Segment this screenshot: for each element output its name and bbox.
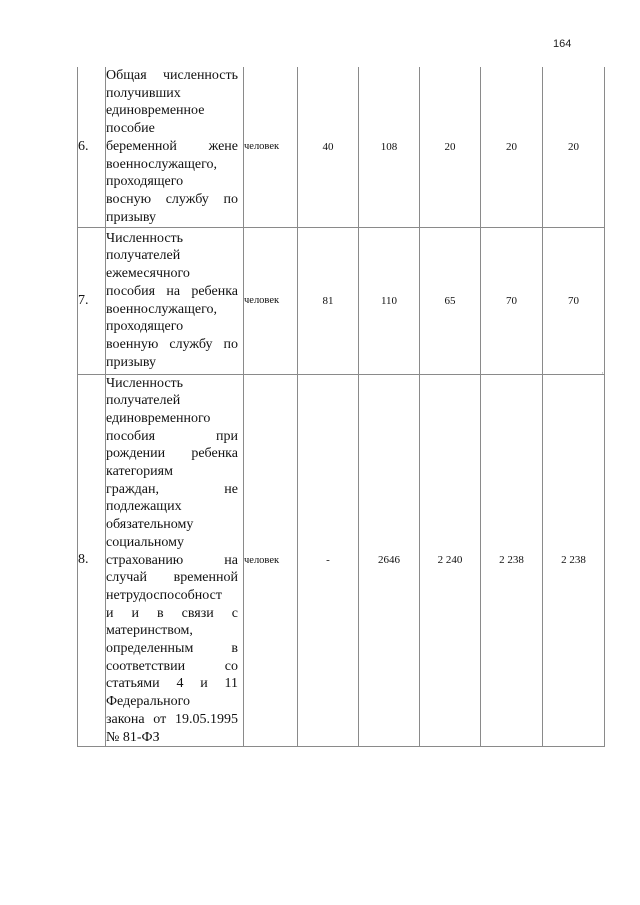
description-line: проходящего	[106, 174, 184, 190]
description-line: получивших	[106, 85, 181, 101]
value-cell: 20	[420, 67, 481, 227]
description-line: страхованию на	[106, 552, 238, 568]
description-line: Численность	[106, 230, 184, 246]
description-line: Федерального	[106, 694, 191, 710]
indicator-description	[106, 227, 244, 374]
value-cell: 70	[543, 227, 605, 374]
table-body	[78, 67, 605, 747]
value-cell: 2646	[359, 374, 420, 747]
description-line: единовременное	[106, 103, 205, 119]
indicator-description	[106, 374, 244, 747]
description-line: пособия при	[106, 428, 238, 444]
value-cell: 65	[420, 227, 481, 374]
unit-cell: человек	[244, 374, 298, 747]
description-line: военнослужащего,	[106, 156, 218, 172]
description-line: призыву	[106, 354, 157, 370]
row-number: 7.	[78, 227, 106, 374]
scan-artifact: ·	[601, 368, 604, 378]
description-line: граждан, не	[106, 481, 238, 497]
description-line: закона от 19.05.1995	[106, 711, 238, 727]
row-number: 8.	[78, 374, 106, 747]
indicator-description	[106, 67, 244, 227]
description-line: Численность	[106, 375, 184, 391]
value-cell: 20	[543, 67, 605, 227]
description-line: определенным в	[106, 641, 238, 657]
value-cell: 20	[481, 67, 543, 227]
description-line: статьями 4 и 11	[106, 676, 238, 692]
value-cell: 2 238	[543, 374, 605, 747]
description-line: проходящего	[106, 319, 184, 335]
value-cell: 2 240	[420, 374, 481, 747]
value-cell: -	[298, 374, 359, 747]
description-line: пособие	[106, 121, 155, 137]
table-row	[78, 67, 605, 227]
description-line: получателей	[106, 393, 181, 409]
description-line: ежемесячного	[106, 266, 190, 282]
table-row	[78, 227, 605, 374]
description-line: социальному	[106, 534, 184, 550]
value-cell: 40	[298, 67, 359, 227]
description-line: подлежащих	[106, 499, 182, 515]
description-line: получателей	[106, 248, 181, 264]
unit-cell: человек	[244, 67, 298, 227]
description-line: категориям	[106, 464, 173, 480]
value-cell: 108	[359, 67, 420, 227]
description-line: случай временной	[106, 570, 238, 586]
description-line: № 81-ФЗ	[106, 729, 160, 745]
description-line: пособия на ребенка	[106, 283, 238, 299]
page-number: 164	[553, 38, 572, 50]
description-line: Общая численность	[106, 68, 238, 84]
description-line: военнослужащего,	[106, 301, 218, 317]
description-line: единовременного	[106, 410, 211, 426]
value-cell: 110	[359, 227, 420, 374]
description-line: материнством,	[106, 623, 193, 639]
description-line: нетрудоспособност	[106, 587, 222, 603]
description-line: восную службу по	[106, 192, 238, 207]
description-line: военную службу по	[106, 336, 238, 352]
unit-cell: человек	[244, 227, 298, 374]
description-line: соответствии со	[106, 658, 238, 674]
description-line: обязательному	[106, 517, 194, 533]
row-number: 6.	[78, 67, 106, 227]
description-line: и и в связи с	[106, 605, 238, 621]
description-line: беременной жене	[106, 138, 238, 154]
table-row	[78, 374, 605, 747]
indicators-table	[77, 67, 605, 747]
value-cell: 2 238	[481, 374, 543, 747]
description-line: призыву	[106, 209, 157, 225]
value-cell: 81	[298, 227, 359, 374]
value-cell: 70	[481, 227, 543, 374]
description-line: рождении ребенка	[106, 446, 238, 462]
